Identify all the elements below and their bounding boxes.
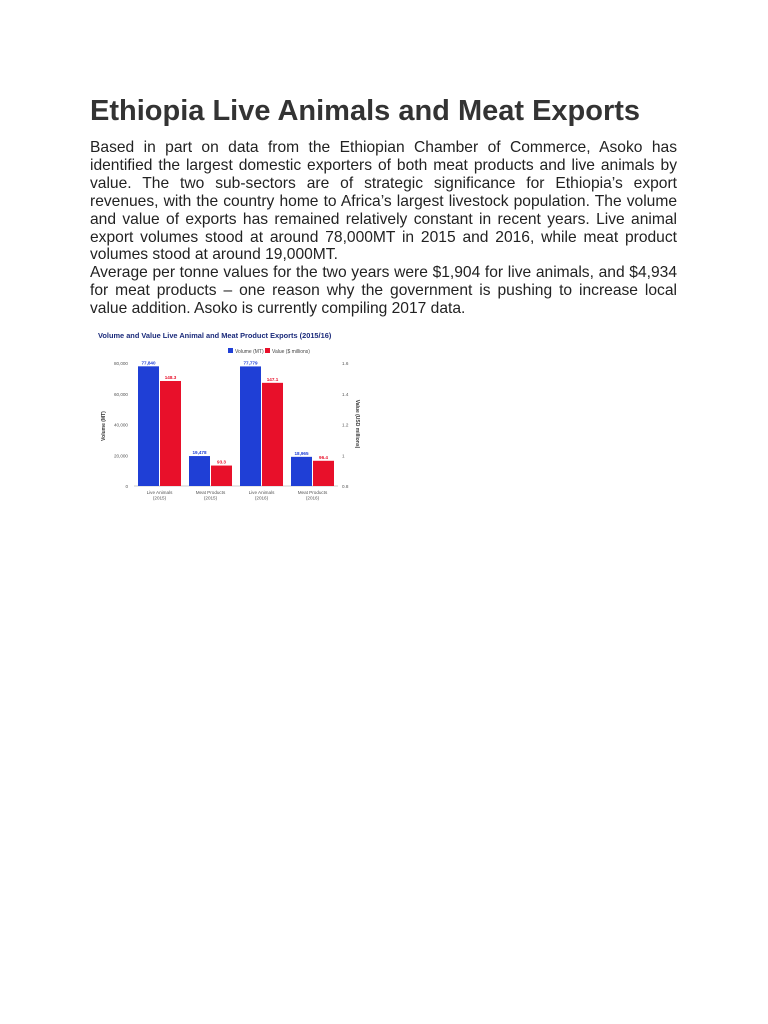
chart-marks [114, 360, 349, 500]
value-bar [313, 461, 334, 486]
y2-tick-label: 1.2 [342, 422, 349, 428]
value-data-label: 96.4 [319, 454, 328, 460]
legend-value-label: Value ($ millions) [272, 349, 310, 355]
x-tick-label: (2015) [152, 495, 167, 501]
y2-tick-label: 0.8 [342, 484, 349, 489]
value-bar [262, 383, 283, 486]
volume-data-label: 77,840 [141, 360, 156, 366]
legend-volume-swatch [228, 348, 233, 353]
y2-tick-label: 1.6 [342, 361, 349, 366]
x-tick-label: Meat Products [297, 490, 328, 495]
x-tick-label: (2015) [203, 495, 218, 501]
chart-title: Volume and Value Live Animal and Meat Product Exports (2015/16) [98, 331, 332, 340]
volume-bar [138, 366, 159, 486]
volume-data-label: 19,478 [192, 450, 207, 456]
y-tick-label: 80,000 [113, 361, 128, 366]
volume-bar [291, 457, 312, 486]
x-tick-label: Meat Products [195, 490, 226, 495]
volume-bar [240, 366, 261, 486]
legend-value-swatch [265, 348, 270, 353]
y-axis-label: Volume (MT) [101, 411, 107, 441]
value-bar [211, 466, 232, 486]
value-data-label: 93.3 [217, 459, 226, 465]
value-data-label: 148.3 [164, 374, 177, 380]
x-tick-label: Live Animals [146, 490, 173, 495]
volume-data-label: 77,779 [243, 360, 258, 366]
export-chart [94, 326, 364, 506]
page-title: Ethiopia Live Animals and Meat Exports [90, 95, 641, 127]
y-tick-label: 40,000 [113, 422, 128, 428]
value-data-label: 147.1 [266, 376, 279, 382]
y-tick-label: 0 [125, 484, 128, 489]
x-tick-label: (2016) [254, 495, 269, 501]
y-tick-label: 20,000 [113, 453, 128, 459]
y2-tick-label: 1.4 [342, 391, 349, 397]
chart-svg [94, 326, 364, 506]
paragraph-2: Average per tonne values for the two years were $1,904 for live animals, and $4,934 for meat products – one reason why the government is pushing to increase local value addition. Asoko is currently compiling 2017 data. [90, 264, 677, 317]
y2-tick-label: 1 [342, 453, 345, 459]
paragraph-1: Based in part on data from the Ethiopian Chamber of Commerce, Asoko has identified the largest domestic exporters of both meat products and live animals by value. The two sub-sectors are of strategic significance for Ethiopia’s export revenues, with the country home to Africa’s largest livestock population. The volume and value of exports has remained relatively constant in recent years. Live animal export volumes stood at around 78,000MT in 2015 and 2016, while meat product volumes stood at around 19,000MT. [90, 139, 677, 264]
legend-volume-label: Volume (MT) [235, 349, 264, 355]
y-tick-label: 60,000 [113, 391, 128, 397]
y2-axis-label: Value (USD millions) [354, 399, 360, 449]
x-tick-label: Live Animals [248, 490, 275, 495]
volume-data-label: 18,965 [294, 450, 309, 456]
volume-bar [189, 456, 210, 486]
x-tick-label: (2016) [305, 495, 320, 501]
value-bar [160, 381, 181, 486]
